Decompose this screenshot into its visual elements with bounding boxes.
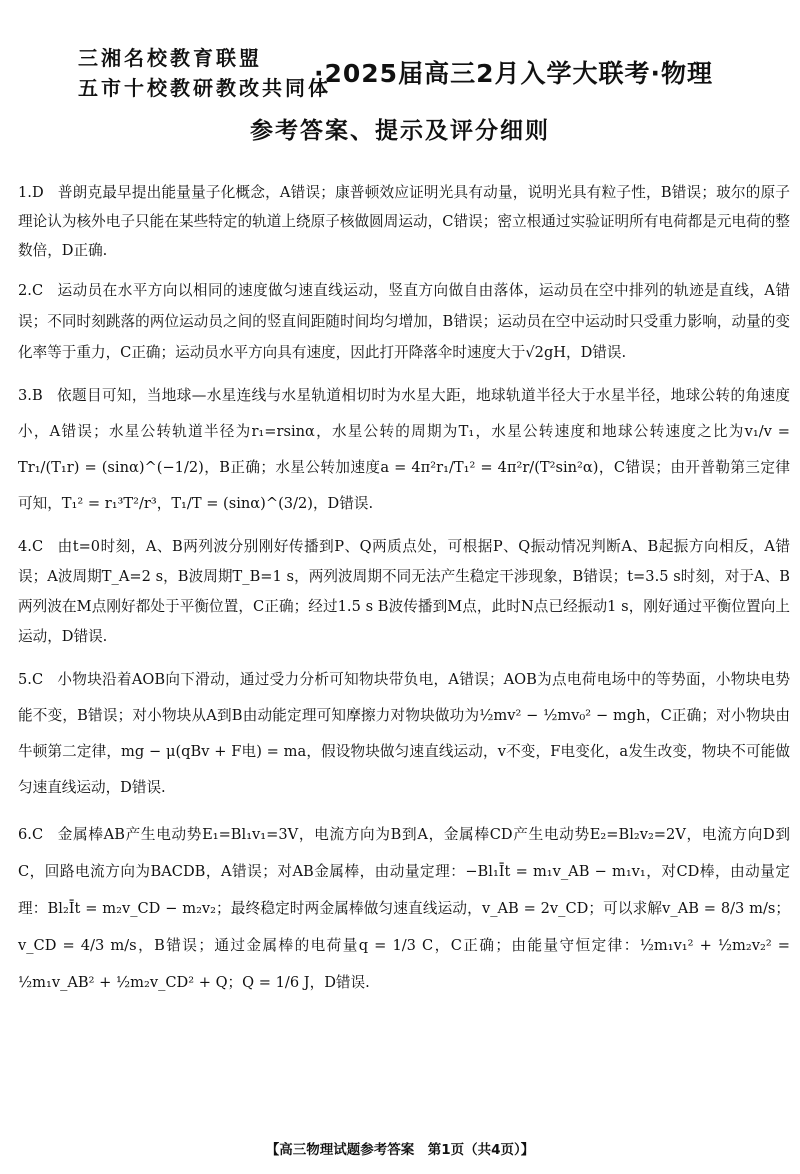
answer-number: 5. bbox=[18, 671, 32, 688]
answer-key bbox=[18, 275, 43, 306]
answer-item bbox=[18, 662, 790, 806]
answer-choice: C bbox=[31, 671, 44, 688]
answer-list bbox=[18, 178, 790, 1011]
answer-choice: C bbox=[31, 826, 44, 843]
answer-number: 2. bbox=[18, 282, 32, 299]
answer-choice: D bbox=[31, 184, 44, 201]
document-subtitle: 参考答案、提示及评分细则 bbox=[250, 118, 550, 144]
organization-name-line2: 五市十校教研教改共同体 bbox=[78, 76, 331, 100]
answer-key bbox=[18, 816, 43, 853]
answer-number: 6. bbox=[18, 826, 32, 843]
answer-choice: C bbox=[31, 282, 44, 299]
answer-number: 3. bbox=[18, 387, 32, 404]
answer-choice: C bbox=[31, 538, 44, 555]
answer-key bbox=[18, 662, 43, 698]
answer-explanation: 由t=0时刻，A、B两列波分别刚好传播到P、Q两质点处，可根据P、Q振动情况判断A、B起振方向相反，A错误；A波周期T_A=2 s，B波周期T_B=1 s，两列波周期不同无法产生稳定干涉现象，B错误；t=3.5 s时刻，对于A、B两列波在M点刚好都处于平衡位置，C正确；经过1.5 s B波传播到M点，此时N点已经振动1 s，刚好通过平衡位置向上运动，D错误. bbox=[18, 538, 790, 645]
answer-item bbox=[18, 378, 790, 522]
answer-key bbox=[18, 178, 44, 207]
exam-title: ·2025届高三2月入学大联考·物理 bbox=[314, 59, 713, 88]
answer-number: 4. bbox=[18, 538, 32, 555]
answer-number: 1. bbox=[18, 184, 32, 201]
answer-explanation: 金属棒AB产生电动势E₁=Bl₁v₁=3V，电流方向为B到A，金属棒CD产生电动势E₂=Bl₂v₂=2V，电流方向D到C，回路电流方向为BACDB，A错误；对AB金属棒，由动量定理：−Bl₁Īt = m₁v_AB − m₁v₁，对CD棒，由动量定理：Bl₂Īt = m₂v_CD − m₂v₂；最终稳定时两金属棒做匀速直线运动，v_AB = 2v_CD；可以求解v_AB = 8/3 m/s；v_CD = 4/3 m/s，B错误；通过金属棒的电荷量q = 1/3 C，C正确；由能量守恒定律：½m₁v₁² + ½m₂v₂² = ½m₁v_AB² + ½m₂v_CD² + Q；Q = 1/6 J，D错误. bbox=[18, 826, 790, 991]
answer-explanation: 普朗克最早提出能量量子化概念，A错误；康普顿效应证明光具有动量，说明光具有粒子性，B错误；玻尔的原子理论认为核外电子只能在某些特定的轨道上绕原子核做圆周运动，C错误；密立根通过实验证明所有电荷都是元电荷的整数倍，D正确. bbox=[18, 184, 790, 259]
answer-item bbox=[18, 532, 790, 652]
page-footer: 【高三物理试题参考答案 第1页（共4页）】 bbox=[265, 1142, 535, 1158]
organization-name-line1: 三湘名校教育联盟 bbox=[78, 46, 262, 70]
answer-item bbox=[18, 178, 790, 265]
answer-key bbox=[18, 378, 43, 414]
answer-explanation: 依题目可知，当地球—水星连线与水星轨道相切时为水星大距，地球轨道半径大于水星半径，地球公转的角速度小，A错误；水星公转轨道半径为r₁=rsinα，水星公转的周期为T₁，水星公转速度和地球公转速度之比为v₁/v = Tr₁/(T₁r) = (sinα)^(−1/2)，B正确；水星公转加速度a = 4π²r₁/T₁² = 4π²r/(T²sin²α)，C错误；由开普勒第三定律可知，T₁² = r₁³T²/r³，T₁/T = (sinα)^(3/2)，D错误. bbox=[18, 387, 790, 512]
answer-item bbox=[18, 275, 790, 368]
answer-item bbox=[18, 816, 790, 1001]
answer-choice: B bbox=[31, 387, 43, 404]
answer-explanation: 小物块沿着AOB向下滑动，通过受力分析可知物块带负电，A错误；AOB为点电荷电场中的等势面，小物块电势能不变，B错误；对小物块从A到B由动能定理可知摩擦力对物块做功为½mv² − ½mv₀² − mgh，C正确；对小物块由牛顿第二定律，mg − μ(qBv + F电) = ma，假设物块做匀速直线运动，v不变，F电变化，a发生改变，物块不可能做匀速直线运动，D错误. bbox=[18, 671, 790, 796]
answer-explanation: 运动员在水平方向以相同的速度做匀速直线运动，竖直方向做自由落体，运动员在空中排列的轨迹是直线，A错误；不同时刻跳落的两位运动员之间的竖直间距随时间均匀增加，B错误；运动员在空中运动时只受重力影响，动量的变化率等于重力，C正确；运动员水平方向具有速度，因此打开降落伞时速度大于√2gH，D错误. bbox=[18, 282, 790, 361]
document-header bbox=[78, 40, 758, 104]
answer-key bbox=[18, 532, 43, 562]
